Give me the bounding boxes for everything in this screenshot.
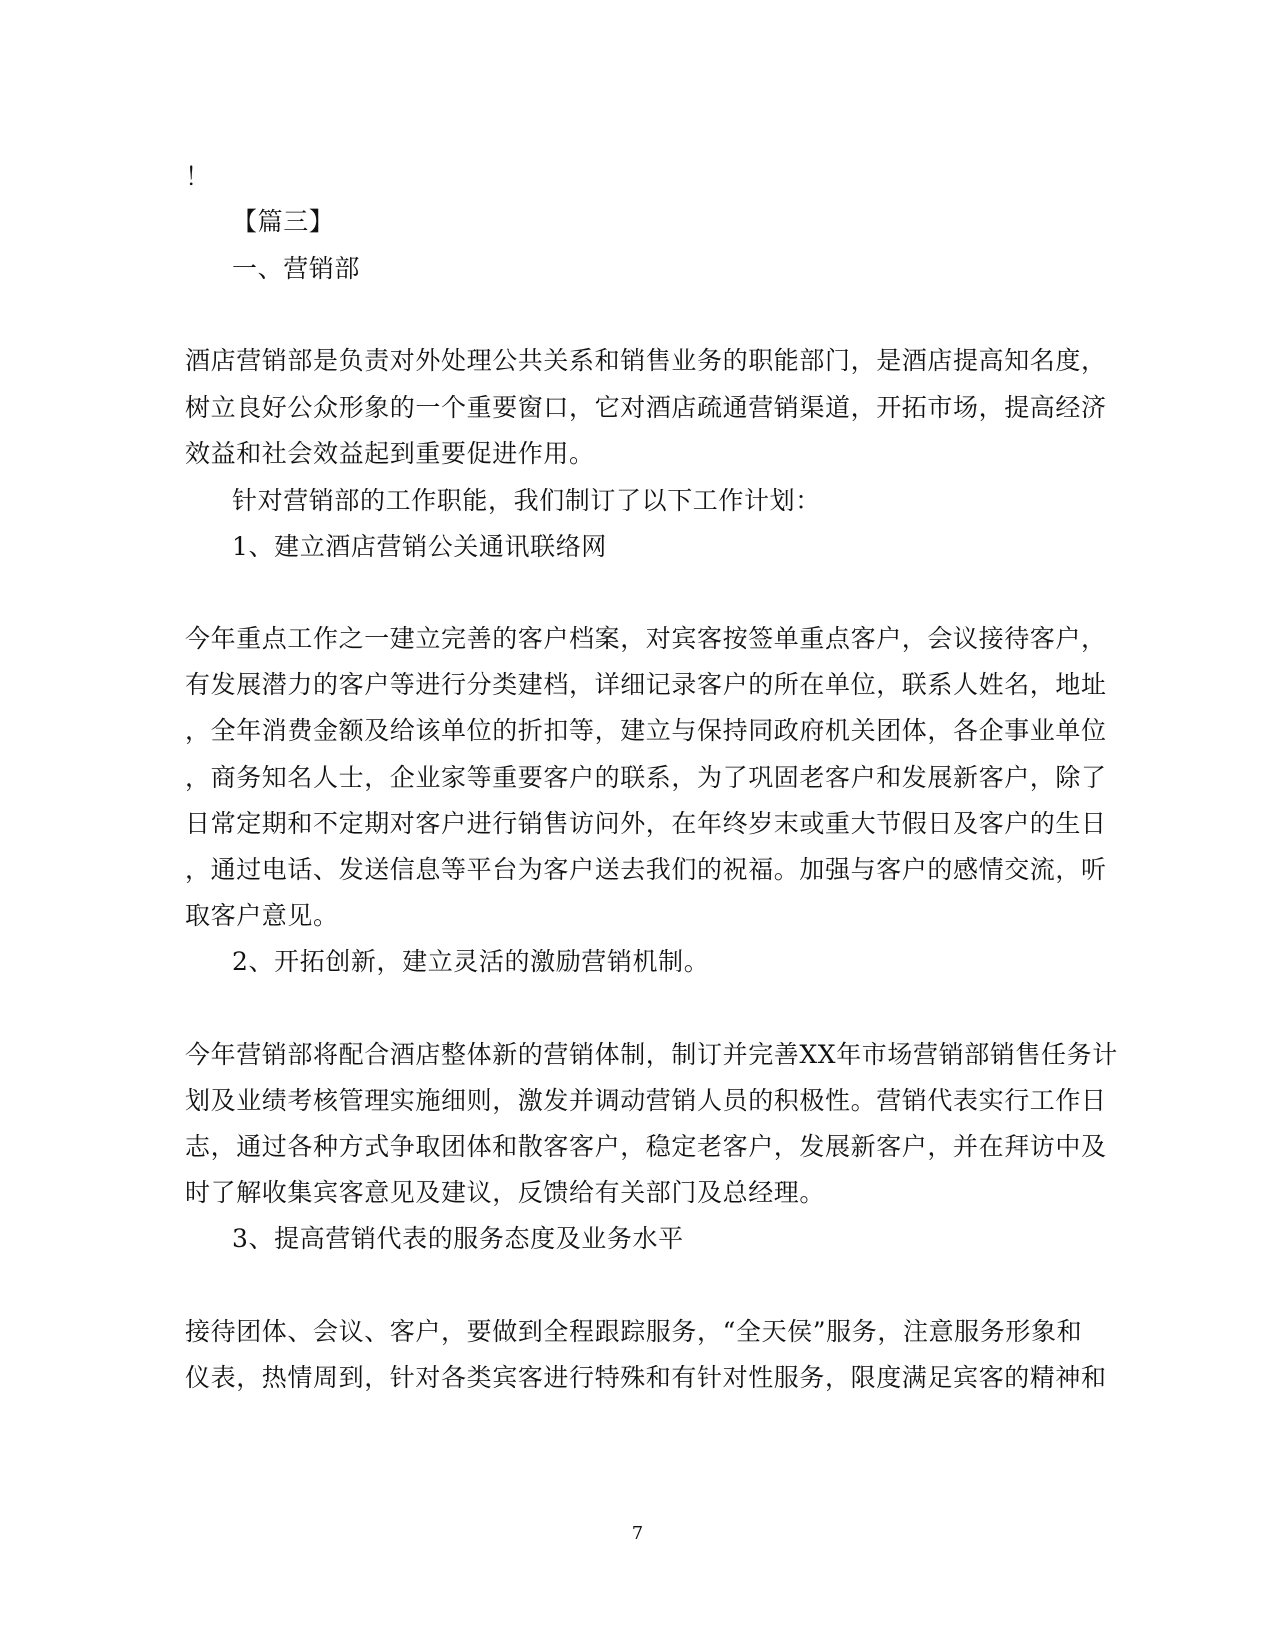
subheading-item-1: 1、建立酒店营销公关通讯联络网 bbox=[232, 532, 607, 561]
subheading-item-2: 2、开拓创新，建立灵活的激励营销机制。 bbox=[232, 947, 710, 976]
section-heading-part-three: 【篇三】 bbox=[232, 207, 335, 236]
paragraph-line: 今年重点工作之一建立完善的客户档案，对宾客按签单重点客户，会议接待客户， bbox=[185, 624, 1107, 653]
text-line-exclamation: ！ bbox=[185, 162, 211, 191]
paragraph-line: 针对营销部的工作职能，我们制订了以下工作计划： bbox=[232, 486, 821, 515]
paragraph-line: 取客户意见。 bbox=[185, 901, 339, 930]
paragraph-line: ，通过电话、发送信息等平台为客户送去我们的祝福。加强与客户的感情交流，听 bbox=[185, 855, 1107, 884]
paragraph-line: 有发展潜力的客户等进行分类建档，详细记录客户的所在单位，联系人姓名，地址 bbox=[185, 670, 1107, 699]
subheading-item-3: 3、提高营销代表的服务态度及业务水平 bbox=[232, 1224, 684, 1253]
paragraph-line: 接待团体、会议、客户，要做到全程跟踪服务，“全天侯”服务，注意服务形象和 bbox=[185, 1317, 1083, 1346]
paragraph-line: 树立良好公众形象的一个重要窗口，它对酒店疏通营销渠道，开拓市场，提高经济 bbox=[185, 393, 1107, 422]
page-number: 7 bbox=[631, 1523, 644, 1544]
paragraph-line: ，全年消费金额及给该单位的折扣等，建立与保持同政府机关团体，各企事业单位 bbox=[185, 716, 1107, 745]
paragraph-line: 日常定期和不定期对客户进行销售访问外，在年终岁末或重大节假日及客户的生日 bbox=[185, 809, 1107, 838]
paragraph-line: 划及业绩考核管理实施细则，激发并调动营销人员的积极性。营销代表实行工作日 bbox=[185, 1086, 1107, 1115]
paragraph-line: 酒店营销部是负责对外处理公共关系和销售业务的职能部门，是酒店提高知名度， bbox=[185, 346, 1107, 375]
paragraph-line: ，商务知名人士，企业家等重要客户的联系，为了巩固老客户和发展新客户，除了 bbox=[185, 763, 1107, 792]
paragraph-line: 效益和社会效益起到重要促进作用。 bbox=[185, 439, 595, 468]
paragraph-line: 时了解收集宾客意见及建议，反馈给有关部门及总经理。 bbox=[185, 1178, 826, 1207]
paragraph-line: 今年营销部将配合酒店整体新的营销体制，制订并完善XX年市场营销部销售任务计 bbox=[185, 1040, 1118, 1069]
paragraph-line: 志，通过各种方式争取团体和散客客户，稳定老客户，发展新客户，并在拜访中及 bbox=[185, 1132, 1107, 1161]
paragraph-line: 仪表，热情周到，针对各类宾客进行特殊和有针对性服务，限度满足宾客的精神和 bbox=[185, 1363, 1107, 1392]
section-heading-marketing: 一、营销部 bbox=[232, 254, 361, 283]
